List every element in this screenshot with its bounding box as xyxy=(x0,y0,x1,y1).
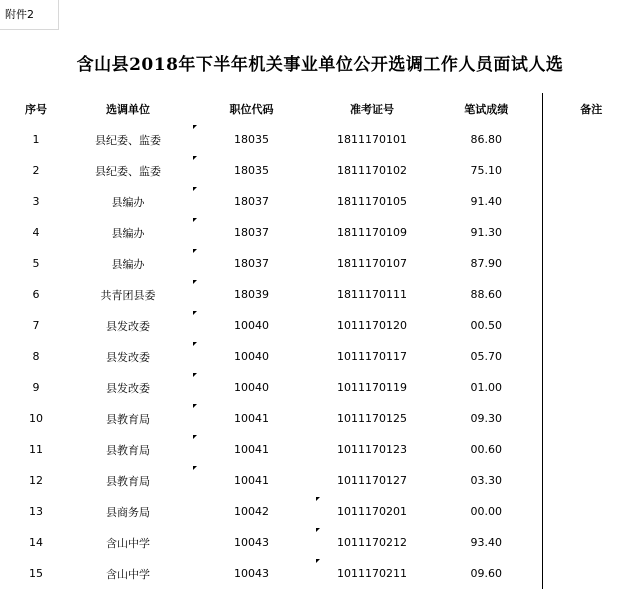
cell-note xyxy=(542,186,640,217)
cell-score: 75.10 xyxy=(431,155,542,186)
cell-ticket: 1811170105 xyxy=(337,195,407,208)
cell-no: 6 xyxy=(32,288,40,301)
table-row xyxy=(6,527,640,558)
cell-no: 7 xyxy=(32,319,40,332)
cell-unit: 县编办 xyxy=(111,257,145,271)
cell-code: 10040 xyxy=(190,310,313,341)
cell-ticket: 1011170127 xyxy=(337,474,407,487)
cell-note xyxy=(542,465,640,496)
cell-note xyxy=(542,558,640,589)
table-row xyxy=(6,186,640,217)
cell-ticket: 1811170107 xyxy=(337,257,407,270)
cell-unit: 县教育局 xyxy=(106,474,150,488)
cell-note xyxy=(542,217,640,248)
table-row xyxy=(6,372,640,403)
cell-ticket: 1811170109 xyxy=(337,226,407,239)
cell-note xyxy=(542,341,640,372)
cell-score: 01.00 xyxy=(431,372,542,403)
cell-unit: 县发改委 xyxy=(106,319,150,333)
cell-code: 10042 xyxy=(234,505,269,518)
cell-no: 10 xyxy=(29,412,43,425)
table-row xyxy=(6,403,640,434)
cell-ticket: 1811170102 xyxy=(337,164,407,177)
header-code: 职位代码 xyxy=(229,102,274,116)
cell-ticket: 1011170120 xyxy=(337,319,407,332)
cell-code: 10041 xyxy=(190,434,313,465)
cell-no: 4 xyxy=(32,226,40,239)
cell-score: 00.00 xyxy=(431,496,542,527)
cell-score: 86.80 xyxy=(431,124,542,155)
table-body xyxy=(6,124,640,589)
table-row xyxy=(6,310,640,341)
cell-note xyxy=(542,372,640,403)
cell-code: 18035 xyxy=(190,124,313,155)
table-header-row xyxy=(6,93,640,124)
cell-note xyxy=(542,403,640,434)
cell-score: 00.50 xyxy=(431,310,542,341)
cell-note xyxy=(542,310,640,341)
cell-score: 09.30 xyxy=(431,403,542,434)
cell-note xyxy=(542,124,640,155)
cell-unit: 含山中学 xyxy=(106,567,150,581)
table-row xyxy=(6,496,640,527)
cell-no: 12 xyxy=(29,474,43,487)
cell-score: 00.60 xyxy=(431,434,542,465)
cell-ticket: 1011170119 xyxy=(337,381,407,394)
page-title: 含山县2018年下半年机关事业单位公开选调工作人员面试人选 xyxy=(76,55,564,75)
header-unit: 选调单位 xyxy=(106,102,150,116)
cell-score: 09.60 xyxy=(431,558,542,589)
cell-score: 03.30 xyxy=(431,465,542,496)
cell-code: 10043 xyxy=(234,567,269,580)
cell-code: 18037 xyxy=(190,186,313,217)
cell-note xyxy=(542,527,640,558)
header-ticket: 准考证号 xyxy=(350,102,394,116)
cell-code: 18037 xyxy=(190,217,313,248)
table-row xyxy=(6,155,640,186)
cell-score: 88.60 xyxy=(431,279,542,310)
cell-note xyxy=(542,496,640,527)
cell-no: 2 xyxy=(32,164,40,177)
cell-ticket: 1011170117 xyxy=(337,350,407,363)
cell-ticket: 1011170125 xyxy=(337,412,407,425)
cell-code: 10040 xyxy=(190,341,313,372)
cell-code: 10041 xyxy=(190,403,313,434)
cell-code: 10043 xyxy=(234,536,269,549)
cell-unit: 县商务局 xyxy=(106,505,150,519)
table-row xyxy=(6,558,640,589)
header-no: 序号 xyxy=(25,102,47,116)
cell-unit: 县发改委 xyxy=(106,350,150,364)
cell-note xyxy=(542,155,640,186)
cell-note xyxy=(542,434,640,465)
attachment-label: 附件2 xyxy=(5,8,34,21)
cell-unit: 县纪委、监委 xyxy=(95,164,161,178)
cell-ticket: 1011170212 xyxy=(313,527,431,558)
table-row xyxy=(6,465,640,496)
cell-unit: 县纪委、监委 xyxy=(95,133,161,147)
cell-score: 87.90 xyxy=(431,248,542,279)
cell-ticket: 1811170101 xyxy=(337,133,407,146)
cell-score: 05.70 xyxy=(431,341,542,372)
header-note: 备注 xyxy=(580,102,603,116)
cell-no: 5 xyxy=(32,257,40,270)
cell-no: 15 xyxy=(29,567,43,580)
cell-no: 3 xyxy=(32,195,40,208)
cell-ticket: 1011170123 xyxy=(337,443,407,456)
table-row xyxy=(6,124,640,155)
table-row xyxy=(6,217,640,248)
cell-code: 18039 xyxy=(190,279,313,310)
cell-unit: 含山中学 xyxy=(106,536,150,550)
cell-no: 14 xyxy=(29,536,43,549)
cell-ticket: 1011170211 xyxy=(313,558,431,589)
cell-note xyxy=(542,248,640,279)
cell-unit: 县教育局 xyxy=(106,443,150,457)
candidates-table xyxy=(6,93,640,589)
table-row xyxy=(6,279,640,310)
cell-unit: 县编办 xyxy=(111,226,145,240)
table-row xyxy=(6,341,640,372)
cell-no: 9 xyxy=(32,381,40,394)
cell-code: 18035 xyxy=(190,155,313,186)
cell-unit: 共青团县委 xyxy=(100,288,156,302)
cell-ticket: 1011170201 xyxy=(313,496,431,527)
cell-no: 8 xyxy=(32,350,40,363)
table-row xyxy=(6,248,640,279)
cell-ticket: 1811170111 xyxy=(337,288,407,301)
header-score: 笔试成绩 xyxy=(431,93,542,124)
cell-code: 18037 xyxy=(190,248,313,279)
cell-unit: 县教育局 xyxy=(106,412,150,426)
cell-no: 13 xyxy=(29,505,43,518)
cell-code: 10041 xyxy=(190,465,313,496)
cell-note xyxy=(542,279,640,310)
cell-score: 91.40 xyxy=(431,186,542,217)
cell-score: 93.40 xyxy=(431,527,542,558)
table-row xyxy=(6,434,640,465)
cell-unit: 县编办 xyxy=(111,195,145,209)
cell-no: 11 xyxy=(29,443,43,456)
cell-code: 10040 xyxy=(190,372,313,403)
cell-score: 91.30 xyxy=(431,217,542,248)
cell-no: 1 xyxy=(32,133,40,146)
cell-unit: 县发改委 xyxy=(106,381,150,395)
